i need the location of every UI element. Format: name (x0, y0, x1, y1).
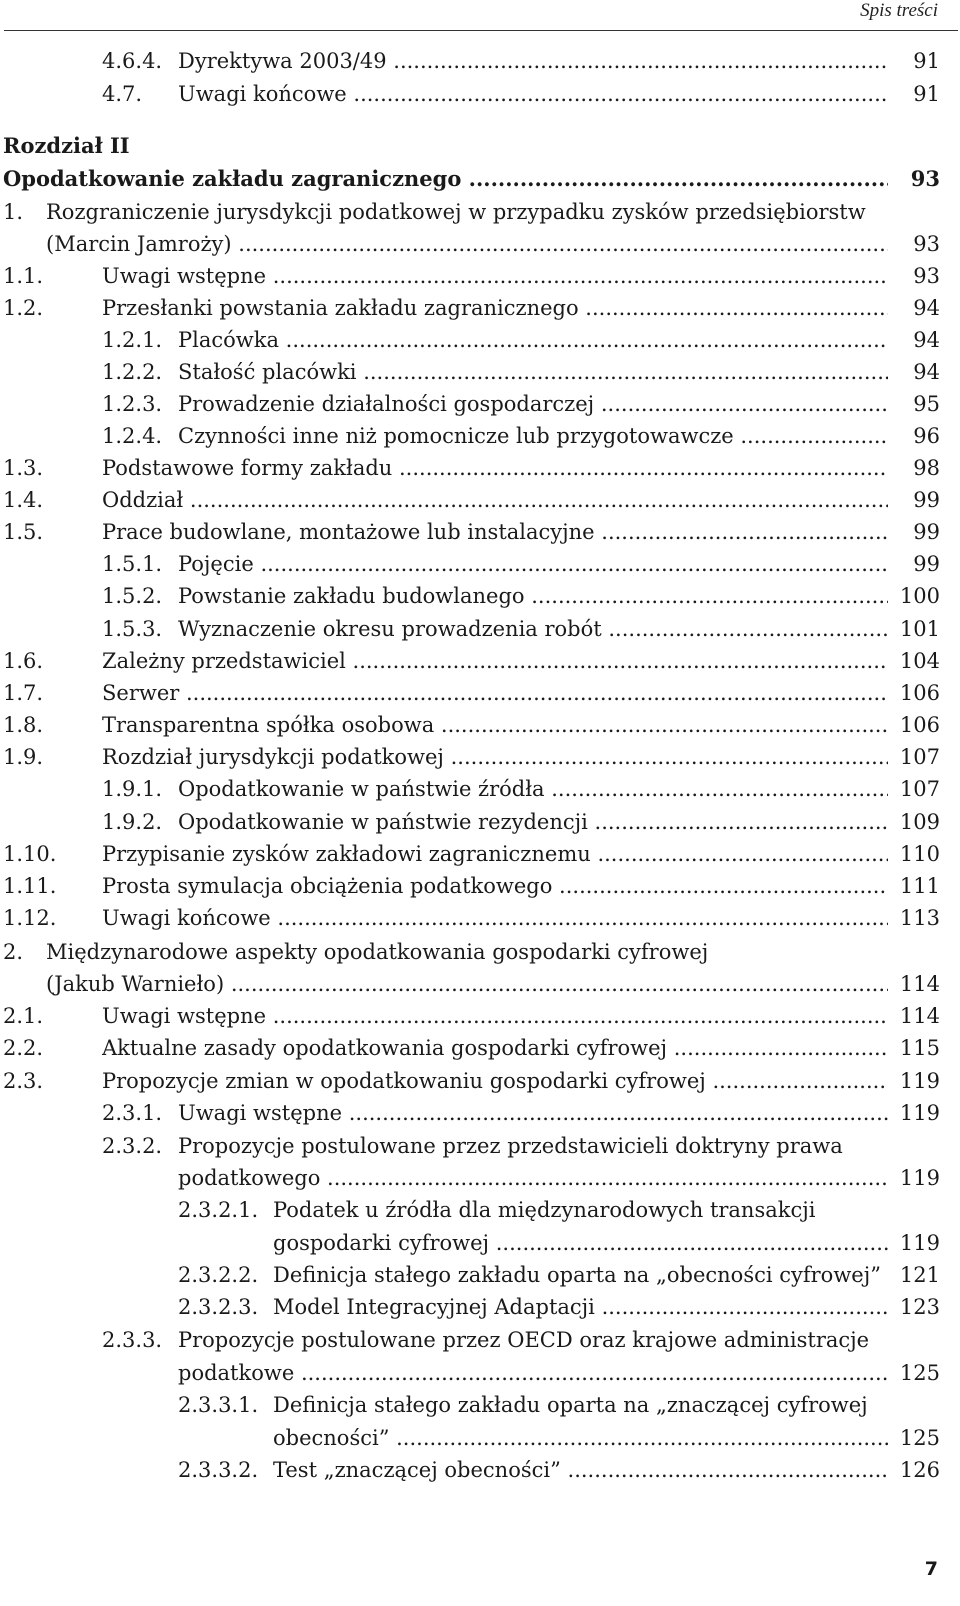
toc-entry-title (273, 1227, 894, 1260)
toc-entry[interactable] (0, 1291, 960, 1324)
toc-entry-title-text: Uwagi końcowe (178, 82, 347, 106)
toc-entry-number: 1.5.2. (102, 584, 163, 608)
toc-entry-title-text: Prosta symulacja obciążenia podatkowego (102, 874, 553, 898)
toc-entry-title (3, 129, 960, 162)
toc-entry[interactable] (0, 677, 960, 710)
toc-entry-page: 115 (888, 1032, 940, 1065)
toc-entry-title-text: Prowadzenie działalności gospodarczej (178, 392, 595, 416)
toc-entry-page: 119 (888, 1065, 940, 1098)
toc-entry-title-text: Test „znaczącej obecności” (273, 1458, 561, 1482)
toc-entry-title-text: Powstanie zakładu budowlanego (178, 584, 525, 608)
toc-entry-number: 1.1. (3, 264, 44, 288)
page-number: 7 (924, 1558, 938, 1580)
toc-entry[interactable] (0, 1357, 960, 1390)
toc-entry-title (102, 838, 894, 871)
toc-entry-number: 2.3.2.3. (178, 1295, 259, 1319)
toc-entry-title-text: Przesłanki powstania zakładu zagranicznego (102, 296, 579, 320)
toc-entry[interactable] (0, 1324, 960, 1357)
toc-entry-number: 1.8. (3, 713, 44, 737)
toc-entry-title-text: Transparentna spółka osobowa (102, 713, 435, 737)
toc-entry-number: 1. (3, 200, 24, 224)
toc-entry-page: 119 (888, 1227, 940, 1260)
toc-entry-title (102, 1000, 894, 1033)
toc-entry[interactable] (0, 968, 960, 1001)
toc-entry-title-text: podatkowe (178, 1361, 295, 1385)
toc-entry-number: 4.7. (102, 82, 143, 106)
toc-entry-page: 107 (888, 741, 940, 774)
toc-entry-title-text: podatkowego (178, 1166, 321, 1190)
toc-entry-number: 2.3.2.2. (178, 1263, 259, 1287)
toc-entry[interactable] (0, 45, 960, 78)
toc-entry[interactable] (0, 1032, 960, 1065)
toc-entry-title (178, 1324, 960, 1357)
toc-entry-title-text: Stałość placówki (178, 360, 357, 384)
toc-entry-title (273, 1389, 960, 1422)
toc-entry-page: 91 (888, 78, 940, 111)
toc-entry-number: 1.3. (3, 456, 44, 480)
toc-entry-number: 1.9.2. (102, 810, 163, 834)
toc-entry-title (102, 1032, 894, 1065)
toc-entry-number: 1.2.1. (102, 328, 163, 352)
toc-entry-title-text: Międzynarodowe aspekty opodatkowania gospodarki cyfrowej (46, 940, 709, 964)
toc-entry[interactable] (0, 1227, 960, 1260)
toc-entry-title (102, 1065, 894, 1098)
toc-entry-title-text: Zależny przedstawiciel (102, 649, 346, 673)
toc-entry-title-text: Podatek u źródła dla międzynarodowych transakcji (273, 1198, 816, 1222)
toc-entry-title-text: Serwer (102, 681, 180, 705)
toc-entry-page: 109 (888, 806, 940, 839)
toc-entry-page: 99 (888, 516, 940, 549)
toc-entry-title-text: Definicja stałego zakładu oparta na „znaczącej cyfrowej (273, 1393, 868, 1417)
toc-entry[interactable] (0, 78, 960, 111)
toc-entry-title-text: Uwagi końcowe (102, 906, 271, 930)
toc-entry[interactable] (0, 129, 960, 162)
toc-entry[interactable] (0, 260, 960, 293)
toc-entry-title (102, 741, 894, 774)
toc-entry-title (102, 484, 894, 517)
toc-entry-title-text: Opodatkowanie w państwie źródła (178, 777, 545, 801)
toc-entry-page: 95 (888, 388, 940, 421)
toc-entry[interactable] (0, 870, 960, 903)
toc-entry-title-text: Przypisanie zysków zakładowi zagranicznemu (102, 842, 591, 866)
toc-entry-title (273, 1194, 960, 1227)
toc-entry-number: 2.3. (3, 1069, 44, 1093)
toc-entry-number: 2.3.3.1. (178, 1393, 259, 1417)
toc-entry-title-text: Dyrektywa 2003/49 (178, 49, 387, 73)
toc-entry-title (178, 1162, 894, 1195)
toc-entry-page: 93 (888, 260, 940, 293)
toc-entry-page: 126 (888, 1454, 940, 1487)
toc-entry-number: 1.4. (3, 488, 44, 512)
toc-entry-title (102, 709, 894, 742)
running-header: Spis treści (860, 0, 938, 21)
toc-entry-number: 1.10. (3, 842, 57, 866)
toc-entry-page: 106 (888, 709, 940, 742)
toc-entry-title-text: Prace budowlane, montażowe lub instalacyjne (102, 520, 595, 544)
toc-entry-page: 98 (888, 452, 940, 485)
toc-entry-title (273, 1422, 894, 1455)
toc-entry-title (46, 936, 960, 969)
toc-entry[interactable] (0, 388, 960, 421)
toc-entry-number: 1.2. (3, 296, 44, 320)
toc-entry[interactable] (0, 196, 960, 229)
toc-entry[interactable] (0, 228, 960, 261)
toc-entry-title (46, 196, 960, 229)
toc-entry-title (102, 452, 894, 485)
header-divider (4, 30, 958, 31)
toc-entry-title (46, 228, 894, 261)
toc-entry-title-text: Uwagi wstępne (102, 1004, 267, 1028)
toc-entry-title (102, 677, 894, 710)
toc-entry-number: 1.7. (3, 681, 44, 705)
toc-entry[interactable] (0, 613, 960, 646)
toc-entry-title (178, 1097, 894, 1130)
toc-entry-page: 96 (888, 420, 940, 453)
toc-entry[interactable] (0, 484, 960, 517)
toc-entry-title (178, 806, 894, 839)
toc-entry-page: 125 (888, 1357, 940, 1390)
toc-entry[interactable] (0, 1000, 960, 1033)
toc-entry-title-text: Propozycje zmian w opodatkowaniu gospodarki cyfrowej (102, 1069, 706, 1093)
toc-entry[interactable] (0, 1162, 960, 1195)
toc-entry-title (102, 292, 894, 325)
toc-entry-title-text: Wyznaczenie okresu prowadzenia robót (178, 617, 602, 641)
toc-entry-page: 91 (888, 45, 940, 78)
toc-entry-title-text: Opodatkowanie zakładu zagranicznego (3, 166, 462, 191)
toc-entry-page: 113 (888, 902, 940, 935)
toc-entry-page: 93 (888, 228, 940, 261)
toc-entry-title-text: Uwagi wstępne (102, 264, 267, 288)
toc-entry-title (102, 516, 894, 549)
toc-entry[interactable] (0, 580, 960, 613)
toc-entry[interactable] (0, 548, 960, 581)
toc-entry-page: 104 (888, 645, 940, 678)
toc-entry[interactable] (0, 162, 960, 195)
toc-entry-page: 125 (888, 1422, 940, 1455)
toc-entry-page: 121 (888, 1259, 940, 1292)
toc-entry-page: 93 (888, 162, 940, 195)
toc-entry[interactable] (0, 936, 960, 969)
toc-entry-title (178, 388, 894, 421)
toc-entry-title (178, 45, 894, 78)
toc-entry-number: 2.3.3.2. (178, 1458, 259, 1482)
toc-entry-title (178, 1357, 894, 1390)
toc-entry-title (46, 968, 894, 1001)
toc-entry[interactable] (0, 773, 960, 806)
toc-entry-number: 1.6. (3, 649, 44, 673)
toc-entry[interactable] (0, 516, 960, 549)
toc-entry-page: 114 (888, 1000, 940, 1033)
toc-entry-title-text: Czynności inne niż pomocnicze lub przygotowawcze (178, 424, 734, 448)
toc-entry-number: 1.2.4. (102, 424, 163, 448)
toc-entry-title (178, 613, 894, 646)
toc-entry-title-text: Oddział (102, 488, 184, 512)
toc-entry-number: 1.5.3. (102, 617, 163, 641)
toc-entry-page: 106 (888, 677, 940, 710)
toc-entry-title-text: Uwagi wstępne (178, 1101, 343, 1125)
toc-entry-title (178, 420, 894, 453)
toc-entry-title-text: gospodarki cyfrowej (273, 1231, 490, 1255)
toc-entry-number: 1.11. (3, 874, 57, 898)
toc-entry[interactable] (0, 1422, 960, 1455)
toc-entry-page: 94 (888, 292, 940, 325)
toc-entry-number: 2.1. (3, 1004, 44, 1028)
toc-entry-title (273, 1259, 894, 1292)
toc-entry-page: 119 (888, 1097, 940, 1130)
toc-entry-title (178, 580, 894, 613)
toc-entry-number: 1.9.1. (102, 777, 163, 801)
toc-entry[interactable] (0, 356, 960, 389)
toc-entry-title-text: Aktualne zasady opodatkowania gospodarki cyfrowej (102, 1036, 668, 1060)
toc-entry[interactable] (0, 1259, 960, 1292)
toc-entry[interactable] (0, 806, 960, 839)
toc-entry-title (273, 1454, 894, 1487)
toc-entry-page: 110 (888, 838, 940, 871)
toc-entry-page: 99 (888, 484, 940, 517)
toc-entry-number: 1.5. (3, 520, 44, 544)
toc-entry-page: 94 (888, 324, 940, 357)
toc-entry-title-text: Pojęcie (178, 552, 254, 576)
toc-entry-page: 100 (888, 580, 940, 613)
toc-entry[interactable] (0, 452, 960, 485)
toc-entry-page: 94 (888, 356, 940, 389)
toc-entry-title-text: Definicja stałego zakładu oparta na „obecności cyfrowej” (273, 1263, 881, 1287)
toc-entry-number: 2.3.2. (102, 1134, 163, 1158)
toc-entry[interactable] (0, 1065, 960, 1098)
toc-entry-page: 99 (888, 548, 940, 581)
toc-entry-title (178, 324, 894, 357)
toc-entry-title (102, 870, 894, 903)
toc-entry-number: 1.2.3. (102, 392, 163, 416)
toc-entry-title (178, 548, 894, 581)
toc-entry-title (178, 78, 894, 111)
toc-entry-number: 4.6.4. (102, 49, 163, 73)
toc-entry-title (102, 902, 894, 935)
toc-entry-page: 107 (888, 773, 940, 806)
toc-entry[interactable] (0, 420, 960, 453)
toc-entry[interactable] (0, 902, 960, 935)
toc-entry-number: 2.3.2.1. (178, 1198, 259, 1222)
toc-entry[interactable] (0, 709, 960, 742)
toc-entry[interactable] (0, 324, 960, 357)
toc-entry-number: 1.2.2. (102, 360, 163, 384)
toc-entry-title-text: Rozdział II (3, 133, 130, 158)
toc-entry-title (3, 162, 894, 195)
toc-entry-page: 114 (888, 968, 940, 1001)
toc-entry[interactable] (0, 1454, 960, 1487)
toc-entry[interactable] (0, 1194, 960, 1227)
toc-entry-title (273, 1291, 894, 1324)
toc-entry[interactable] (0, 741, 960, 774)
toc-entry-title-text: Propozycje postulowane przez OECD oraz krajowe administracje (178, 1328, 870, 1352)
toc-entry-title-text: Rozdział jurysdykcji podatkowej (102, 745, 444, 769)
toc-entry-number: 1.5.1. (102, 552, 163, 576)
toc-entry-title (178, 356, 894, 389)
toc-entry-title-text: (Marcin Jamroży) (46, 232, 232, 256)
toc-entry-title-text: Model Integracyjnej Adaptacji (273, 1295, 595, 1319)
toc-entry[interactable] (0, 1097, 960, 1130)
toc-entry-number: 2. (3, 940, 24, 964)
toc-entry-page: 111 (888, 870, 940, 903)
toc-entry-number: 2.3.3. (102, 1328, 163, 1352)
toc-entry[interactable] (0, 645, 960, 678)
toc-entry-page: 119 (888, 1162, 940, 1195)
toc-entry-title-text: Opodatkowanie w państwie rezydencji (178, 810, 588, 834)
toc-entry-title-text: obecności” (273, 1426, 390, 1450)
toc-entry-title (178, 773, 894, 806)
toc-entry-page: 123 (888, 1291, 940, 1324)
toc-entry-title (102, 260, 894, 293)
toc-entry-title-text: Rozgraniczenie jurysdykcji podatkowej w przypadku zysków przedsiębiorstw (46, 200, 866, 224)
toc-entry-title (102, 645, 894, 678)
toc-entry[interactable] (0, 1389, 960, 1422)
toc-entry-title-text: Propozycje postulowane przez przedstawicieli doktryny prawa (178, 1134, 843, 1158)
toc-entry[interactable] (0, 838, 960, 871)
toc-entry-title-text: (Jakub Warnieło) (46, 972, 225, 996)
toc-entry[interactable] (0, 1130, 960, 1163)
toc-entry-page: 101 (888, 613, 940, 646)
toc-entry-number: 1.12. (3, 906, 57, 930)
toc-entry-title (178, 1130, 960, 1163)
toc-entry[interactable] (0, 292, 960, 325)
toc-entry-number: 1.9. (3, 745, 44, 769)
toc-entry-title-text: Podstawowe formy zakładu (102, 456, 393, 480)
toc-entry-title-text: Placówka (178, 328, 279, 352)
toc-entry-number: 2.2. (3, 1036, 44, 1060)
toc-entry-number: 2.3.1. (102, 1101, 163, 1125)
